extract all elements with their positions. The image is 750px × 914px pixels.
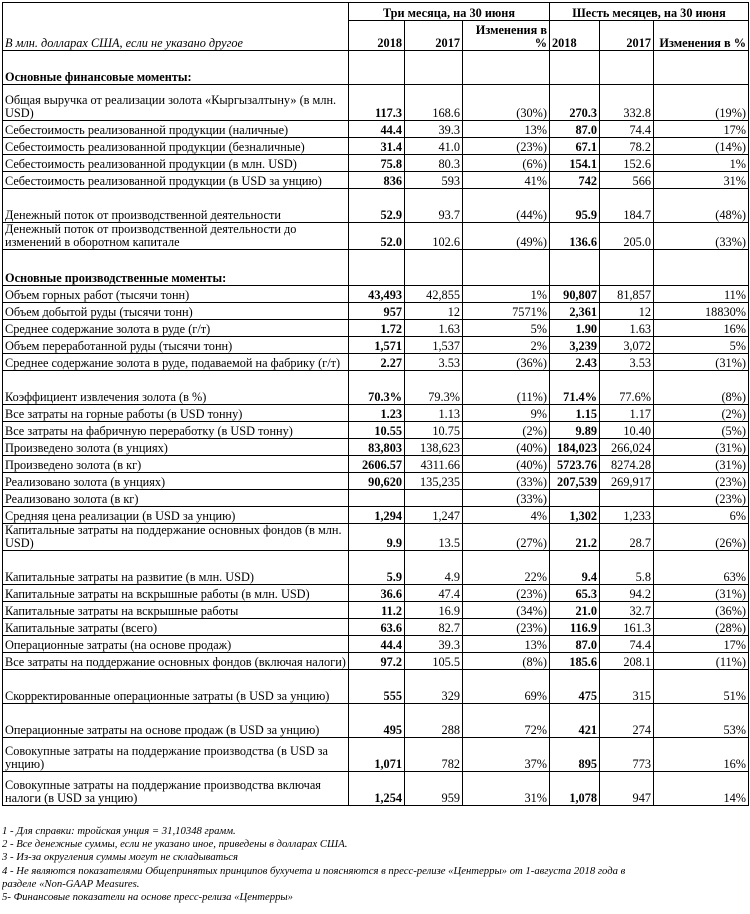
table-row: [3, 371, 749, 405]
value-q-change: (44%): [463, 189, 550, 223]
value-q-2017: 42,855: [405, 286, 463, 303]
value-q-2017: 138,623: [405, 439, 463, 456]
value-h-2018: 207,539: [550, 473, 600, 490]
value-q-change: 7571%: [463, 303, 550, 320]
value-q-2017: 93.7: [405, 189, 463, 223]
table-row: [3, 670, 749, 704]
footnote: 2 - Все денежные суммы, если не указано иное, приведены в долларах США.: [2, 838, 348, 851]
row-label: Капитальные затраты на развитие (в млн. USD): [3, 551, 349, 585]
six-months-header: Шесть месяцев, на 30 июня: [550, 3, 749, 21]
col-change-q: Изменения в %: [463, 21, 550, 51]
value-h-2018: 95.9: [550, 189, 600, 223]
row-label: Капитальные затраты на вскрышные работы: [3, 602, 349, 619]
value-q-change: 22%: [463, 551, 550, 585]
value-q-2018: 2606.57: [349, 456, 405, 473]
value-h-change: [654, 250, 749, 286]
value-q-change: 4%: [463, 507, 550, 524]
row-label: Все затраты на поддержание основных фондов (включая налоги): [3, 653, 349, 670]
value-h-2018: 184,023: [550, 439, 600, 456]
value-q-change: (36%): [463, 354, 550, 371]
value-h-change: 1%: [654, 155, 749, 172]
value-q-2018: 31.4: [349, 138, 405, 155]
value-h-change: 63%: [654, 551, 749, 585]
value-q-2018: 1,071: [349, 738, 405, 772]
value-q-change: (6%): [463, 155, 550, 172]
value-q-2017: 39.3: [405, 121, 463, 138]
footnotes: [2, 825, 748, 904]
row-label: Операционные затраты на основе продаж (в USD за унцию): [3, 704, 349, 738]
value-q-2017: 13.5: [405, 524, 463, 551]
value-q-2017: 12: [405, 303, 463, 320]
value-q-2017: [405, 490, 463, 507]
value-q-change: 2%: [463, 337, 550, 354]
value-q-change: [463, 51, 550, 85]
footnote: 3 - Из-за округления суммы могут не складываться: [2, 851, 238, 864]
value-h-change: 14%: [654, 772, 749, 806]
value-h-2017: 1,233: [600, 507, 654, 524]
value-q-2018: [349, 250, 405, 286]
value-q-2018: 90,620: [349, 473, 405, 490]
value-q-2018: 75.8: [349, 155, 405, 172]
value-q-2018: 1.23: [349, 405, 405, 422]
table-row: [3, 320, 749, 337]
table-row: [3, 772, 749, 806]
value-h-2017: [600, 490, 654, 507]
value-q-change: 5%: [463, 320, 550, 337]
value-h-2017: 332.8: [600, 85, 654, 121]
value-h-change: 11%: [654, 286, 749, 303]
value-q-2018: 117.3: [349, 85, 405, 121]
value-h-change: 16%: [654, 320, 749, 337]
value-q-change: 72%: [463, 704, 550, 738]
value-q-change: (27%): [463, 524, 550, 551]
row-label: Среднее содержание золота в руде, подаваемой на фабрику (г/т): [3, 354, 349, 371]
table-row: [3, 303, 749, 320]
value-q-2018: 10.55: [349, 422, 405, 439]
value-h-2017: 94.2: [600, 585, 654, 602]
value-h-change: (2%): [654, 405, 749, 422]
col-2017-q: 2017: [405, 21, 463, 51]
value-h-change: 17%: [654, 121, 749, 138]
value-h-2017: 266,024: [600, 439, 654, 456]
value-q-change: 69%: [463, 670, 550, 704]
value-q-2018: 9.9: [349, 524, 405, 551]
footnote: 5- Финансовые показатели на основе пресс-релиза «Центерры»: [2, 891, 294, 904]
row-label: Капитальные затраты на поддержание основных фондов (в млн. USD): [3, 524, 349, 551]
table-row: [3, 490, 749, 507]
table-row: [3, 653, 749, 670]
value-q-2017: 80.3: [405, 155, 463, 172]
value-h-change: (26%): [654, 524, 749, 551]
row-label: Все затраты на фабричную переработку (в USD тонну): [3, 422, 349, 439]
row-label: Произведено золота (в унциях): [3, 439, 349, 456]
section-title: Основные производственные моменты:: [3, 250, 349, 286]
footnote: 1 - Для справки: тройская унция = 31,10348 грамм.: [2, 825, 236, 837]
value-h-change: (5%): [654, 422, 749, 439]
table-body: [3, 51, 749, 806]
value-q-2017: 168.6: [405, 85, 463, 121]
table-row: [3, 85, 749, 121]
row-label: Произведено золота (в кг): [3, 456, 349, 473]
value-h-2018: 270.3: [550, 85, 600, 121]
value-h-2017: [600, 51, 654, 85]
col-2018-q: 2018: [349, 21, 405, 51]
row-label: Себестоимость реализованной продукции (наличные): [3, 121, 349, 138]
row-label: Операционные затраты (на основе продаж): [3, 636, 349, 653]
value-h-2017: 566: [600, 172, 654, 189]
value-h-change: 51%: [654, 670, 749, 704]
value-h-2018: 9.4: [550, 551, 600, 585]
value-h-2018: 65.3: [550, 585, 600, 602]
value-q-change: (8%): [463, 653, 550, 670]
table-row: [3, 456, 749, 473]
value-q-2017: 105.5: [405, 653, 463, 670]
value-h-2017: 5.8: [600, 551, 654, 585]
value-h-change: 6%: [654, 507, 749, 524]
value-q-2017: 4.9: [405, 551, 463, 585]
value-q-change: (33%): [463, 473, 550, 490]
value-q-2017: [405, 250, 463, 286]
value-q-change: 41%: [463, 172, 550, 189]
value-h-2018: 1,302: [550, 507, 600, 524]
section-row: [3, 250, 749, 286]
value-q-2018: [349, 51, 405, 85]
value-q-2017: 959: [405, 772, 463, 806]
value-h-2017: 10.40: [600, 422, 654, 439]
value-q-change: 31%: [463, 772, 550, 806]
value-h-change: [654, 51, 749, 85]
value-h-2017: 32.7: [600, 602, 654, 619]
footnote: 4 - Не являются показателями Общепринятых принципов бухучета и поясняются в пресс-релизе «Центерры» от 1-августа 2018 года в: [2, 864, 626, 877]
value-q-2018: 2.27: [349, 354, 405, 371]
table-row: [3, 602, 749, 619]
value-h-2018: 421: [550, 704, 600, 738]
row-label: Совокупные затраты на поддержание производства включая налоги (в USD за унцию): [3, 772, 349, 806]
table-row: [3, 636, 749, 653]
value-h-2017: 77.6%: [600, 371, 654, 405]
value-q-2018: 5.9: [349, 551, 405, 585]
value-q-change: (2%): [463, 422, 550, 439]
row-label: Коэффициент извлечения золота (в %): [3, 371, 349, 405]
value-h-change: 5%: [654, 337, 749, 354]
value-q-2017: 10.75: [405, 422, 463, 439]
value-h-change: 16%: [654, 738, 749, 772]
table-row: [3, 354, 749, 371]
value-h-change: 53%: [654, 704, 749, 738]
table-row: [3, 138, 749, 155]
value-h-change: (14%): [654, 138, 749, 155]
value-h-change: (28%): [654, 619, 749, 636]
value-h-2018: 67.1: [550, 138, 600, 155]
value-h-2017: 947: [600, 772, 654, 806]
row-label: Реализовано золота (в кг): [3, 490, 349, 507]
row-label: Себестоимость реализованной продукции (в USD за унцию): [3, 172, 349, 189]
value-h-2018: 5723.76: [550, 456, 600, 473]
value-q-2018: 44.4: [349, 121, 405, 138]
value-q-change: (11%): [463, 371, 550, 405]
value-h-change: (23%): [654, 473, 749, 490]
row-label: Объем добытой руды (тысячи тонн): [3, 303, 349, 320]
value-q-2017: 82.7: [405, 619, 463, 636]
value-q-change: (40%): [463, 456, 550, 473]
value-h-2018: 21.0: [550, 602, 600, 619]
value-h-2017: 773: [600, 738, 654, 772]
row-label: Совокупные затраты на поддержание производства (в USD за унцию): [3, 738, 349, 772]
value-h-2018: 71.4%: [550, 371, 600, 405]
value-q-2018: 63.6: [349, 619, 405, 636]
value-h-2018: 1.15: [550, 405, 600, 422]
value-h-change: (23%): [654, 490, 749, 507]
value-h-change: 31%: [654, 172, 749, 189]
value-q-2018: 36.6: [349, 585, 405, 602]
value-q-change: 13%: [463, 121, 550, 138]
row-label: Средняя цена реализации (в USD за унцию): [3, 507, 349, 524]
value-h-2017: 8274.28: [600, 456, 654, 473]
row-label: Себестоимость реализованной продукции (безналичные): [3, 138, 349, 155]
row-label: Скорректированные операционные затраты (в USD за унцию): [3, 670, 349, 704]
table-row: [3, 524, 749, 551]
value-h-2017: [600, 250, 654, 286]
value-h-change: (8%): [654, 371, 749, 405]
value-q-2018: 44.4: [349, 636, 405, 653]
value-q-2018: 97.2: [349, 653, 405, 670]
value-h-2017: 74.4: [600, 121, 654, 138]
value-h-2018: 475: [550, 670, 600, 704]
value-q-change: 37%: [463, 738, 550, 772]
value-h-2017: 161.3: [600, 619, 654, 636]
value-h-2017: 3,072: [600, 337, 654, 354]
value-q-change: (30%): [463, 85, 550, 121]
value-q-2018: 957: [349, 303, 405, 320]
table-row: [3, 121, 749, 138]
table-row: [3, 704, 749, 738]
table-row: [3, 223, 749, 250]
value-h-2018: 185.6: [550, 653, 600, 670]
value-h-2017: 208.1: [600, 653, 654, 670]
value-q-change: (40%): [463, 439, 550, 456]
value-q-2017: [405, 51, 463, 85]
value-q-2017: 1.63: [405, 320, 463, 337]
value-q-2017: 1.13: [405, 405, 463, 422]
value-q-2017: 135,235: [405, 473, 463, 490]
value-q-change: 13%: [463, 636, 550, 653]
three-months-header: Три месяца, на 30 июня: [349, 3, 550, 21]
value-q-change: [463, 250, 550, 286]
value-q-2017: 593: [405, 172, 463, 189]
col-change-h: Изменения в %: [654, 21, 749, 51]
table-row: [3, 422, 749, 439]
table-row: [3, 155, 749, 172]
value-q-change: (23%): [463, 138, 550, 155]
value-h-change: (36%): [654, 602, 749, 619]
row-label: Объем переработанной руды (тысячи тонн): [3, 337, 349, 354]
value-h-2017: 12: [600, 303, 654, 320]
value-h-change: (19%): [654, 85, 749, 121]
row-label: Общая выручка от реализации золота «Кыргызалтыну» (в млн. USD): [3, 85, 349, 121]
col-2018-h: 2018: [550, 21, 600, 51]
value-h-2017: 315: [600, 670, 654, 704]
value-h-2018: 895: [550, 738, 600, 772]
value-q-2018: 52.0: [349, 223, 405, 250]
value-h-2017: 28.7: [600, 524, 654, 551]
section-title: Основные финансовые моменты:: [3, 51, 349, 85]
value-h-change: 18830%: [654, 303, 749, 320]
value-q-change: (23%): [463, 585, 550, 602]
table-row: [3, 551, 749, 585]
value-h-2018: 9.89: [550, 422, 600, 439]
table-row: [3, 405, 749, 422]
value-q-2017: 4311.66: [405, 456, 463, 473]
value-h-2018: 1.90: [550, 320, 600, 337]
row-label: Среднее содержание золота в руде (г/т): [3, 320, 349, 337]
units-note: В млн. долларах США, если не указано другое: [3, 3, 349, 51]
value-h-change: (31%): [654, 439, 749, 456]
value-h-2017: 1.17: [600, 405, 654, 422]
value-q-2017: 782: [405, 738, 463, 772]
value-h-2018: 87.0: [550, 636, 600, 653]
value-q-2018: 555: [349, 670, 405, 704]
value-q-2018: 70.3%: [349, 371, 405, 405]
section-row: [3, 51, 749, 85]
table-row: [3, 286, 749, 303]
table-row: [3, 189, 749, 223]
value-h-2018: 21.2: [550, 524, 600, 551]
value-q-2017: 288: [405, 704, 463, 738]
value-q-2018: 1,254: [349, 772, 405, 806]
col-2017-h: 2017: [600, 21, 654, 51]
table-row: [3, 172, 749, 189]
value-h-2018: [550, 51, 600, 85]
financial-table: [2, 2, 749, 806]
value-h-2018: 3,239: [550, 337, 600, 354]
value-h-change: 17%: [654, 636, 749, 653]
table-row: [3, 585, 749, 602]
value-h-2018: [550, 250, 600, 286]
value-h-2018: 136.6: [550, 223, 600, 250]
value-q-2018: 1,571: [349, 337, 405, 354]
value-q-2018: 11.2: [349, 602, 405, 619]
value-q-2017: 102.6: [405, 223, 463, 250]
row-label: Денежный поток от производственной деятельности до изменений в оборотном капитале: [3, 223, 349, 250]
value-q-2017: 1,537: [405, 337, 463, 354]
value-h-change: (33%): [654, 223, 749, 250]
value-h-2018: 116.9: [550, 619, 600, 636]
row-label: Реализовано золота (в унциях): [3, 473, 349, 490]
value-q-2018: 43,493: [349, 286, 405, 303]
value-h-2017: 205.0: [600, 223, 654, 250]
value-q-2017: 39.3: [405, 636, 463, 653]
table-row: [3, 619, 749, 636]
value-q-2018: 83,803: [349, 439, 405, 456]
value-q-change: 9%: [463, 405, 550, 422]
table-header: [3, 3, 749, 51]
value-q-2017: 329: [405, 670, 463, 704]
row-label: Все затраты на горные работы (в USD тонну): [3, 405, 349, 422]
value-q-2018: 1,294: [349, 507, 405, 524]
value-h-2017: 78.2: [600, 138, 654, 155]
value-q-2017: 41.0: [405, 138, 463, 155]
value-h-2018: 87.0: [550, 121, 600, 138]
value-q-2018: [349, 490, 405, 507]
table-row: [3, 738, 749, 772]
value-q-2017: 1,247: [405, 507, 463, 524]
value-h-2018: [550, 490, 600, 507]
value-h-2018: 742: [550, 172, 600, 189]
value-q-change: (23%): [463, 619, 550, 636]
value-q-2017: 47.4: [405, 585, 463, 602]
value-h-change: (31%): [654, 456, 749, 473]
value-h-2018: 2.43: [550, 354, 600, 371]
value-h-2017: 1.63: [600, 320, 654, 337]
value-h-2018: 2,361: [550, 303, 600, 320]
value-h-2018: 1,078: [550, 772, 600, 806]
value-h-2017: 3.53: [600, 354, 654, 371]
value-q-2018: 52.9: [349, 189, 405, 223]
value-q-2018: 495: [349, 704, 405, 738]
value-q-2018: 836: [349, 172, 405, 189]
row-label: Денежный поток от производственной деятельности: [3, 189, 349, 223]
value-h-2017: 184.7: [600, 189, 654, 223]
row-label: Капитальные затраты (всего): [3, 619, 349, 636]
row-label: Себестоимость реализованной продукции (в млн. USD): [3, 155, 349, 172]
value-h-2017: 274: [600, 704, 654, 738]
value-q-2017: 16.9: [405, 602, 463, 619]
value-q-change: 1%: [463, 286, 550, 303]
value-q-2018: 1.72: [349, 320, 405, 337]
value-h-change: (31%): [654, 585, 749, 602]
table-row: [3, 473, 749, 490]
value-q-change: (49%): [463, 223, 550, 250]
row-label: Капитальные затраты на вскрышные работы (в млн. USD): [3, 585, 349, 602]
value-h-2017: 74.4: [600, 636, 654, 653]
value-h-change: (11%): [654, 653, 749, 670]
value-h-2018: 154.1: [550, 155, 600, 172]
row-label: Объем горных работ (тысячи тонн): [3, 286, 349, 303]
value-h-2017: 269,917: [600, 473, 654, 490]
value-h-change: (31%): [654, 354, 749, 371]
value-h-change: (48%): [654, 189, 749, 223]
value-h-2017: 81,857: [600, 286, 654, 303]
table-row: [3, 337, 749, 354]
value-q-change: (34%): [463, 602, 550, 619]
table-row: [3, 439, 749, 456]
value-q-change: (33%): [463, 490, 550, 507]
value-h-2018: 90,807: [550, 286, 600, 303]
value-q-2017: 79.3%: [405, 371, 463, 405]
value-h-2017: 152.6: [600, 155, 654, 172]
footnote: разделе «Non-GAAP Measures.: [2, 877, 140, 890]
value-q-2017: 3.53: [405, 354, 463, 371]
table-row: [3, 507, 749, 524]
